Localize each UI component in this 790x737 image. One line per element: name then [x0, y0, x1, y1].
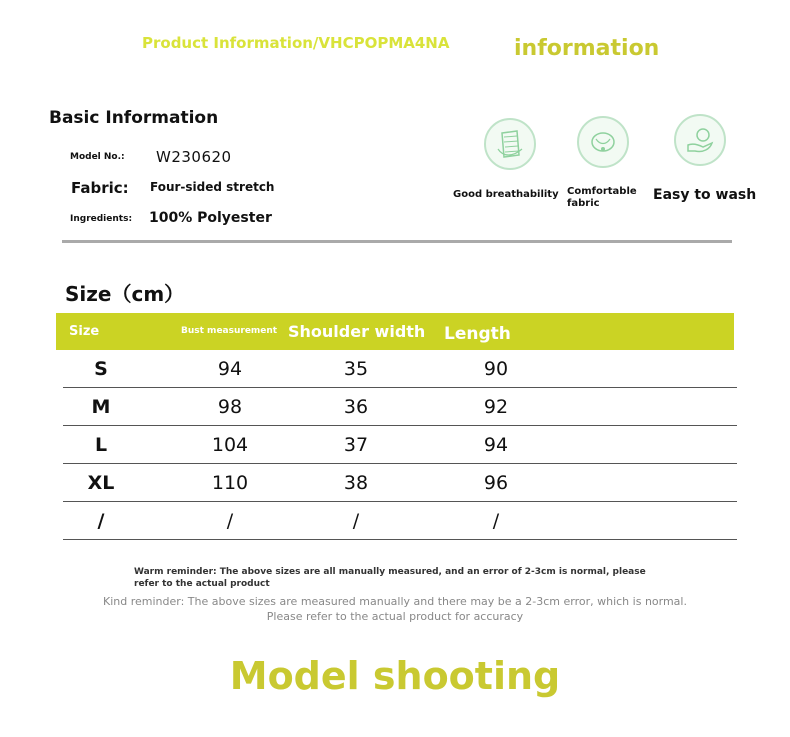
- breathability-icon: [484, 118, 536, 170]
- comfort-icon: [577, 116, 629, 168]
- table-row: [63, 426, 737, 464]
- shoulder-cell: 35: [343, 358, 369, 380]
- ingredients-value: 100% Polyester: [149, 210, 272, 226]
- ingredients-label: Ingredients:: [70, 214, 133, 224]
- table-row: [63, 502, 737, 540]
- shoulder-cell: 36: [343, 396, 369, 418]
- model-label: Model No.:: [70, 152, 125, 162]
- bust-cell: 94: [217, 358, 243, 380]
- table-row: [63, 464, 737, 502]
- basic-info-title: Basic Information: [49, 108, 219, 128]
- bust-cell: 104: [211, 434, 249, 456]
- size-cell: M: [91, 396, 111, 418]
- bust-cell: 110: [211, 472, 249, 494]
- feature-label-wash: Easy to wash: [653, 187, 757, 203]
- size-cell: L: [94, 434, 108, 456]
- product-info-title: Product Information/VHCPOPMA4NA: [142, 34, 450, 52]
- table-header: [56, 313, 734, 350]
- length-cell: 94: [483, 434, 509, 456]
- wash-icon: [674, 114, 726, 166]
- size-table: [56, 313, 734, 540]
- bust-cell: 98: [217, 396, 243, 418]
- length-cell: 90: [483, 358, 509, 380]
- model-value: W230620: [156, 148, 232, 166]
- length-cell: 96: [483, 472, 509, 494]
- size-cell: XL: [87, 472, 115, 494]
- warm-reminder: Warm reminder: The above sizes are all manually measured, and an error of 2-3cm is normal, please refer to the actual product: [134, 567, 646, 589]
- table-row: [63, 388, 737, 426]
- shoulder-cell: 38: [343, 472, 369, 494]
- feature-label-breathability: Good breathability: [453, 189, 559, 200]
- bust-cell: /: [226, 510, 234, 532]
- length-cell: 92: [483, 396, 509, 418]
- model-shooting-heading: Model shooting: [229, 654, 561, 698]
- kind-reminder: Kind reminder: The above sizes are measured manually and there may be a 2-3cm error, which is normal. Please refer to the actual product for accuracy: [103, 595, 687, 623]
- feature-label-comfort: Comfortable fabric: [567, 186, 637, 209]
- section-divider: [62, 240, 732, 243]
- shoulder-cell: /: [352, 510, 360, 532]
- size-cell: S: [94, 358, 108, 380]
- header-bust: Bust measurement: [181, 326, 278, 336]
- size-cell: /: [97, 510, 105, 532]
- fabric-label: Fabric:: [71, 179, 129, 197]
- information-heading: information: [514, 36, 660, 61]
- fabric-value: Four-sided stretch: [150, 180, 275, 194]
- size-title: Size（cm）: [65, 282, 185, 306]
- header-size: Size: [69, 324, 100, 339]
- header-shoulder: Shoulder width: [288, 322, 426, 341]
- header-length: Length: [444, 324, 511, 344]
- table-row: [63, 350, 737, 388]
- length-cell: /: [492, 510, 500, 532]
- shoulder-cell: 37: [343, 434, 369, 456]
